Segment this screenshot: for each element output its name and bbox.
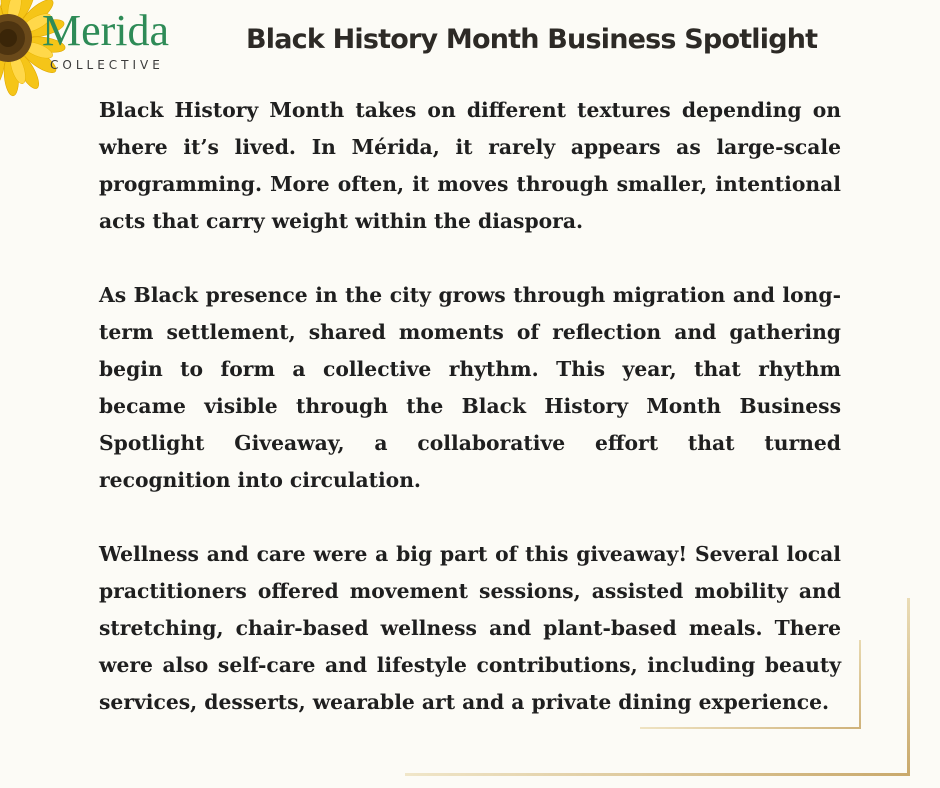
paragraph-1: Black History Month takes on different textures depending on where it’s lived. In Mérida, it rarely appears as large-scale programming. More often, it moves through smaller, intentional acts that carry weight within the diaspora.: [99, 98, 841, 233]
page-title: Black History Month Business Spotlight: [246, 24, 818, 55]
gold-frame-outer-horizontal: [405, 773, 910, 776]
paragraph-2: As Black presence in the city grows through migration and long-term settlement, shared moments of reflection and gathering begin to form a collective rhythm. This year, that rhythm became visible through the Black History Month Business Spotlight Giveaway, a collaborative effort that turned recognition into circulation.: [99, 283, 841, 492]
logo-subtitle: COLLECTIVE: [50, 58, 164, 72]
logo-name: Merida: [42, 6, 170, 55]
gold-frame-outer-vertical: [907, 598, 910, 776]
gold-frame-inner-vertical: [859, 640, 861, 729]
article-body: [99, 92, 841, 758]
paragraph-3: Wellness and care were a big part of this giveaway! Several local practitioners offered movement sessions, assisted mobility and stretching, chair-based wellness and plant-based meals. There were also self-care and lifestyle contributions, including beauty services, desserts, wearable art and a private dining experience.: [99, 542, 841, 714]
